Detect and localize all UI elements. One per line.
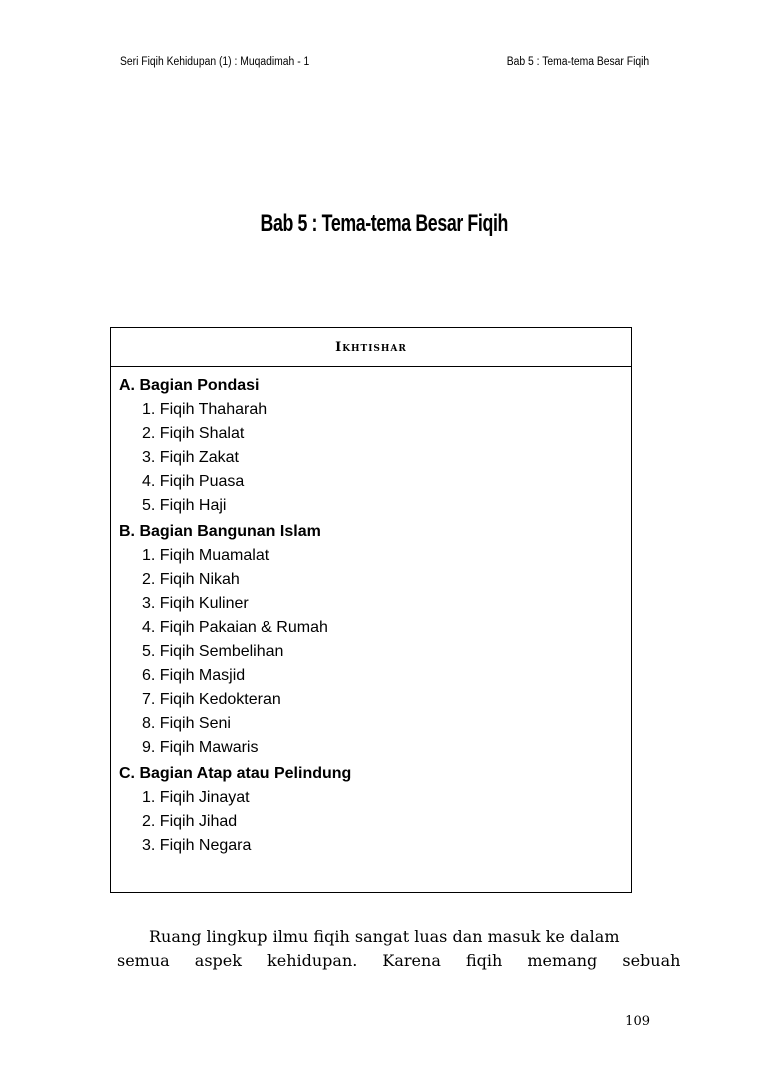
- section-heading: A. Bagian Pondasi: [119, 377, 260, 394]
- list-item: 2. Fiqih Nikah: [142, 571, 240, 588]
- body-line: semua aspek kehidupan. Karena fiqih memang sebuah: [117, 951, 681, 970]
- list-item: 3. Fiqih Kuliner: [142, 595, 249, 612]
- list-item: 5. Fiqih Sembelihan: [142, 643, 284, 660]
- list-item: 1. Fiqih Muamalat: [142, 547, 270, 564]
- list-item: 1. Fiqih Jinayat: [142, 789, 250, 806]
- page-number: 109: [625, 1014, 650, 1029]
- list-item: 5. Fiqih Haji: [142, 497, 227, 514]
- header-chapter-title: Bab 5 : Tema-tema Besar Fiqih: [506, 56, 650, 68]
- list-item: 9. Fiqih Mawaris: [142, 739, 259, 756]
- summary-box: [110, 327, 632, 893]
- list-item: 3. Fiqih Negara: [142, 837, 252, 854]
- chapter-title-text: Bab 5 : Tema-tema Besar Fiqih: [260, 210, 508, 237]
- section-heading: C. Bagian Atap atau Pelindung: [119, 765, 352, 782]
- list-item: 3. Fiqih Zakat: [142, 449, 239, 466]
- running-header: [120, 56, 650, 72]
- chapter-title: [0, 210, 768, 238]
- list-item: 7. Fiqih Kedokteran: [142, 691, 281, 708]
- list-item: 2. Fiqih Jihad: [142, 813, 238, 830]
- list-item: 4. Fiqih Pakaian & Rumah: [142, 619, 328, 636]
- list-item: 6. Fiqih Masjid: [142, 667, 246, 684]
- body-paragraph: [117, 925, 681, 973]
- body-line: Ruang lingkup ilmu fiqih sangat luas dan masuk ke dalam: [149, 927, 620, 946]
- list-item: 8. Fiqih Seni: [142, 715, 231, 732]
- summary-body: [111, 367, 631, 858]
- list-item: 2. Fiqih Shalat: [142, 425, 245, 442]
- section-heading: B. Bagian Bangunan Islam: [119, 523, 321, 540]
- header-book-title: Seri Fiqih Kehidupan (1) : Muqadimah - 1: [120, 56, 310, 68]
- summary-title: Ikhtishar: [111, 328, 631, 367]
- list-item: 1. Fiqih Thaharah: [142, 401, 268, 418]
- list-item: 4. Fiqih Puasa: [142, 473, 245, 490]
